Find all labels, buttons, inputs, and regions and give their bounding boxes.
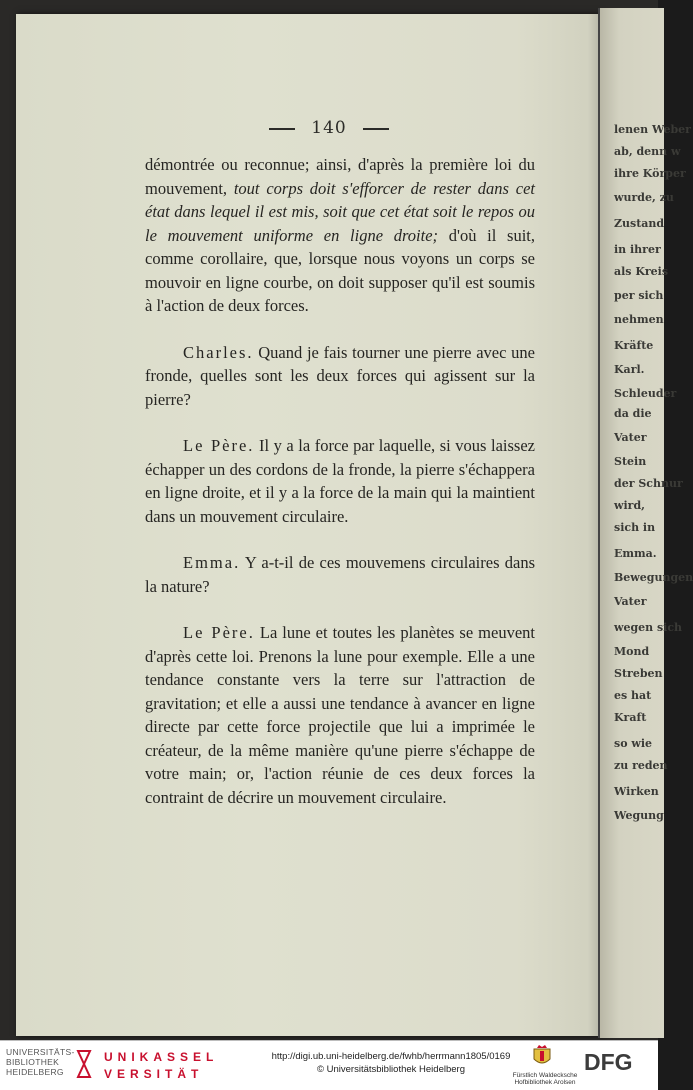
folio-dash-left [269, 128, 295, 130]
arolsen-line-1: Fürstlich Waldecksche [512, 1072, 578, 1079]
adjacent-page-fragment: der Schnur [614, 477, 683, 490]
arolsen-library-label [500, 1072, 590, 1086]
page-body-text [145, 153, 535, 809]
uni-kassel-logo[interactable] [104, 1049, 218, 1083]
kassel-line-1: UNIKASSEL [104, 1050, 219, 1064]
waldeck-crest-icon [528, 1045, 556, 1069]
adjacent-page-fragment: so wie [614, 737, 653, 750]
folio-dash-right [363, 128, 389, 130]
folio-number: 140 [311, 118, 347, 138]
heidelberg-line-1: UNIVERSITÄTS- [6, 1047, 75, 1057]
paragraph-2-text: Quand je fais tourner une pierre avec une fronde, quelles sont les deux forces qui agissent sur la pierre? [145, 342, 535, 409]
adjacent-page-fragment: nehmen [614, 313, 664, 326]
adjacent-page-fragment: wird, [614, 499, 645, 512]
paragraph-4-text: Y a-t-il de ces mouvemens circulaires dans la nature? [145, 553, 535, 596]
adjacent-page-fragment: wurde, zu [614, 191, 674, 204]
adjacent-page-fragment: Bewegungen [614, 571, 693, 584]
adjacent-page-fragment: Zustand [614, 217, 665, 230]
adjacent-page-fragment: per sich [614, 289, 664, 302]
adjacent-page-fragment: Wegung [614, 809, 664, 822]
paragraph-4 [145, 551, 535, 598]
adjacent-page-fragment: Vater [614, 595, 647, 608]
kassel-line-2: VERSITÄT [104, 1067, 204, 1081]
adjacent-page-fragment: lenen Weber [614, 123, 691, 136]
adjacent-page-fragment: Schleuder [614, 387, 677, 400]
speaker-le-pere-1: Le Père. [183, 436, 255, 455]
copyright-notice: © Universitätsbibliothek Heidelberg [317, 1064, 465, 1075]
adjacent-page-fragment: Emma. [614, 547, 657, 560]
adjacent-page-fragment: Streben [614, 667, 663, 680]
citation-block [246, 1050, 536, 1076]
paragraph-1 [145, 153, 535, 318]
heidelberg-emblem-icon [74, 1049, 94, 1079]
paragraph-5 [145, 621, 535, 809]
paragraph-1-italic: tout corps doit s'efforcer de rester dans cet état dans lequel il est mis, soit que cet état soit le repos ou le mouvement uniforme en ligne droite; [145, 178, 535, 245]
paragraph-1-text-a: démontrée ou reconnue; ainsi, d'après la première loi du mouvement, [145, 155, 535, 198]
speaker-le-pere-2: Le Père. [183, 623, 255, 642]
viewer-footer [0, 1040, 658, 1090]
speaker-emma: Emma. [183, 553, 241, 572]
heidelberg-line-2: BIBLIOTHEK [6, 1057, 60, 1067]
page-folio [0, 118, 658, 138]
paragraph-3-text: Il y a la force par laquelle, si vous laissez échapper un des cordons de la fronde, la pierre s'échappera en ligne droite, et il y a la force de la main qui la maintient dans un mouvement circulaire. [145, 436, 535, 526]
paragraph-2 [145, 341, 535, 412]
adjacent-page-fragment: als Kreis [614, 265, 669, 278]
permalink-url[interactable]: http://digi.ub.uni-heidelberg.de/fwhb/herrmann1805/0169 [271, 1051, 511, 1062]
adjacent-page-fragment: Karl. [614, 363, 645, 376]
heidelberg-line-3: HEIDELBERG [6, 1067, 64, 1077]
adjacent-page-fragment: Mond [614, 645, 650, 658]
arolsen-line-2: Hofbibliothek Arolsen [514, 1079, 576, 1086]
adjacent-page-fragment: Vater [614, 431, 647, 444]
adjacent-page-fragment: Wirken [614, 785, 659, 798]
paragraph-3 [145, 434, 535, 528]
paragraph-1-text-c: d'où il suit, comme corollaire, que, lorsque nous voyons un corps se mouvoir en ligne courbe, on doit supposer qu'il est soumis à l'action de deux forces. [145, 225, 536, 315]
adjacent-page-fragment: sich in [614, 521, 656, 534]
adjacent-page-edge [598, 8, 693, 1038]
adjacent-page-fragment: in ihrer [614, 243, 661, 256]
adjacent-page-fragment: wegen sich [614, 621, 683, 634]
adjacent-page-fragment: da die [614, 407, 652, 420]
paragraph-5-text: La lune et toutes les planètes se meuvent d'après cette loi. Prenons la lune pour exemple. Elle a une tendance constante vers la terre sur l'attraction de gravitation; et elle a aussi une tendance à avancer en ligne directe par cette force projectile que lui a imprimée le créateur, de la même manière qu'une pierre s'échappe de votre main; or, l'action réunie de ces deux forces la contraint de décrire un mouvement circulaire. [145, 623, 535, 807]
adjacent-page-fragment: ihre Körper [614, 167, 686, 180]
speaker-charles: Charles. [183, 342, 254, 362]
adjacent-page-fragment: Stein [614, 455, 647, 468]
adjacent-page-fragment: Kräfte [614, 339, 654, 352]
adjacent-page-fragment: Kraft [614, 711, 647, 724]
heidelberg-library-logo[interactable] [6, 1047, 75, 1085]
adjacent-page-fragment: es hat [614, 689, 652, 702]
adjacent-page-fragment: zu reden [614, 759, 668, 772]
adjacent-page-fragment: ab, denn w [614, 145, 681, 158]
dfg-logo[interactable]: DFG [584, 1049, 633, 1075]
